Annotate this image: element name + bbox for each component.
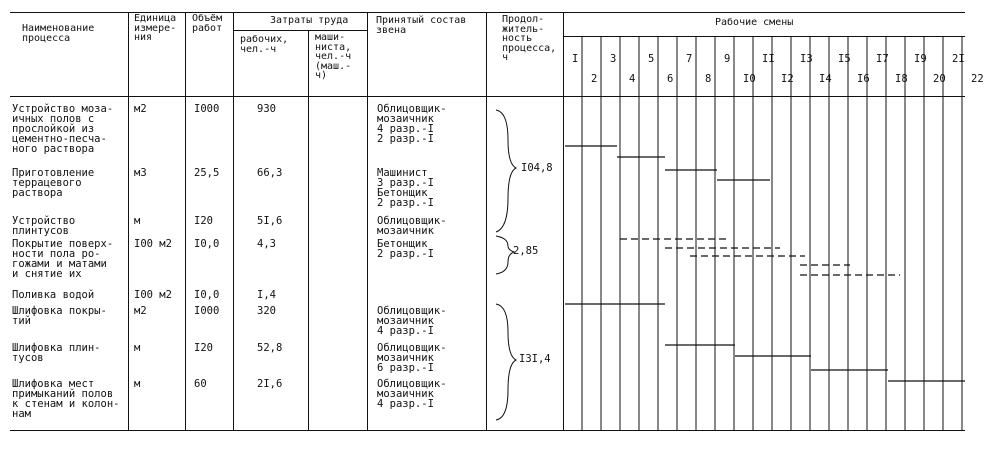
shift-number: I2 [781,73,794,85]
row-4-volume: I0,0 [194,238,220,250]
brace-3 [496,304,516,420]
row-7-name: Шлифовка плин- тусов [12,342,101,364]
shift-number: II [762,53,775,65]
row-1-unit: м2 [134,103,147,115]
row-4-workers: 4,3 [257,238,276,250]
row-2-volume: 25,5 [194,167,220,179]
shift-number: 20 [933,73,946,85]
row-5-workers: I,4 [257,289,276,301]
header-labor-workers: рабочих, чел.-ч [240,34,289,55]
header-labor-machinists: маши- ниста, чел.-ч (маш.- ч) [315,32,352,81]
row-6-volume: I000 [194,305,220,317]
row-5-unit: I00 м2 [134,289,172,301]
row-8-volume: 60 [194,378,207,390]
header-shifts: Рабочие смены [715,17,794,28]
row-7-crew: Облицовщик- мозаичник 6 разр.-I [377,342,447,374]
row-6-crew: Облицовщик- мозаичник 4 разр.-I [377,305,447,337]
shift-number: I6 [857,73,870,85]
shift-number: I0 [743,73,756,85]
row-2-name: Приготовление террацевого раствора [12,167,95,199]
row-3-workers: 5I,6 [257,215,283,227]
shift-number: I4 [819,73,832,85]
shift-number: I9 [914,53,927,65]
row-4-name: Покрытие поверх- ности пола ро- гожами и матами и снятие их [12,238,114,280]
row-8-name: Шлифовка мест примыканий полов к стенам и колон- нам [12,378,120,420]
shift-number: I7 [876,53,889,65]
shift-number: 2 [591,73,598,85]
shift-number: 3 [610,53,617,65]
row-6-name: Шлифовка покры- тий [12,305,107,327]
row-6-unit: м2 [134,305,147,317]
row-3-name: Устройство плинтусов [12,215,76,237]
shift-number: 7 [686,53,693,65]
row-3-volume: I20 [194,215,213,227]
row-7-unit: м [134,342,141,354]
row-5-volume: I0,0 [194,289,220,301]
row-2-unit: м3 [134,167,147,179]
row-7-volume: I20 [194,342,213,354]
row-1-volume: I000 [194,103,220,115]
shift-number: 5 [648,53,655,65]
row-8-crew: Облицовщик- мозаичник 4 разр.-I [377,378,447,410]
header-volume: Объём работ [192,13,223,34]
shift-number: I3 [800,53,813,65]
header-duration: Продол- житель- ность процесса, ч [502,14,557,63]
row-2-workers: 66,3 [257,167,283,179]
shift-number: 8 [705,73,712,85]
header-process-name: Наименование процесса [22,23,95,44]
row-5-name: Поливка водой [12,289,95,301]
shift-number: I5 [838,53,851,65]
row-1-workers: 930 [257,103,276,115]
brace-1 [496,110,516,232]
shift-number: I [572,53,579,65]
row-4-crew: Бетонщик 2 разр.-I [377,238,434,260]
row-2-crew: Машинист 3 разр.-I Бетонщик 2 разр.-I [377,167,434,209]
shift-number: 2I [952,53,965,65]
row-3-unit: м [134,215,141,227]
row-1-crew: Облицовщик- мозаичник 4 разр.-I 2 разр.-I [377,103,447,145]
brace-2 [496,236,514,274]
duration-1: I04,8 [521,162,553,174]
row-7-workers: 52,8 [257,342,283,354]
shift-number: I8 [895,73,908,85]
row-4-unit: I00 м2 [134,238,172,250]
header-labor: Затраты труда [270,15,349,26]
shift-number: 9 [724,53,731,65]
row-1-name: Устройство моза- ичных полов с прослойкой из цементно-песча- ного раствора [12,103,114,155]
shift-number: 22 [971,73,984,85]
row-6-workers: 320 [257,305,276,317]
shift-number: 4 [629,73,636,85]
header-crew: Принятый состав звена [376,15,467,36]
duration-2: 2,85 [513,245,539,257]
row-8-workers: 2I,6 [257,378,283,390]
shift-number: 6 [667,73,674,85]
row-8-unit: м [134,378,141,390]
header-unit: Единица измере- ния [134,13,177,43]
duration-3: I3I,4 [519,353,551,365]
row-3-crew: Облицовщик- мозаичник [377,215,447,237]
